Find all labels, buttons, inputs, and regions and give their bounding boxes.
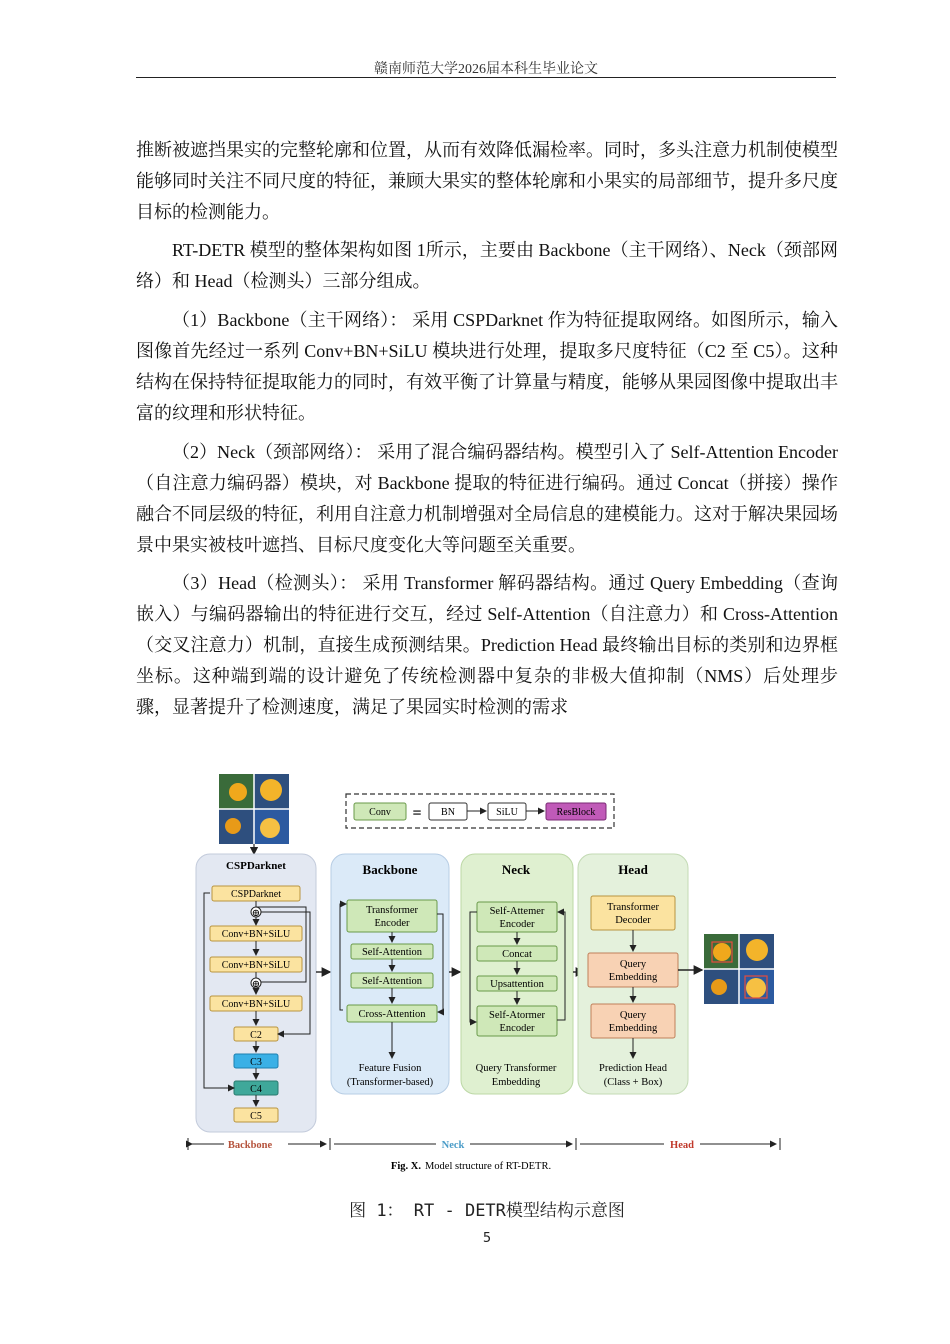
head-query-1b: Embedding bbox=[608, 972, 658, 983]
backbone-self-attention-1: Self-Attention bbox=[361, 947, 423, 958]
paragraph-4: （2）Neck（颈部网络）： 采用了混合编码器结构。模型引入了 Self-Attention Encoder（自注意力编码器）模块，对 Backbone 提取的特征进行编码。通过 Concat（拼接）操作融合不同层级的特征，利用自注意力机制增强对全局信息的建模能力。这对于解决果园场景中果实被枝叶遮挡、目标尺度变化大等问题至关重要。 bbox=[136, 442, 838, 555]
csp-add-2-icon: ⊕ bbox=[251, 979, 261, 990]
cspdarknet-title: CSPDarknet bbox=[226, 860, 286, 872]
backbone-caption-2: (Transformer-based) bbox=[346, 1077, 434, 1088]
backbone-caption-1: Feature Fusion bbox=[358, 1063, 422, 1074]
head-caption-1: Prediction Head bbox=[599, 1063, 667, 1074]
scale-head-label: Head bbox=[670, 1140, 694, 1151]
neck-upsattention: Upsattention bbox=[490, 979, 544, 990]
figure-inline-caption-bold: Fig. X. bbox=[390, 1161, 421, 1172]
csp-conv-1: Conv+BN+SiLU bbox=[221, 929, 291, 940]
head-title: Head bbox=[618, 862, 648, 877]
head-query-1a: Query bbox=[619, 959, 647, 970]
neck-encoder-top-1: Self-Attemer bbox=[489, 906, 545, 917]
backbone-cross-attention: Cross-Attention bbox=[358, 1009, 426, 1020]
head-decoder-1: Transformer bbox=[606, 902, 660, 913]
csp-c4: C4 bbox=[250, 1084, 262, 1095]
csp-c5: C5 bbox=[250, 1111, 262, 1122]
legend-equals: = bbox=[412, 805, 422, 822]
paragraph-5: （3）Head（检测头）： 采用 Transformer 解码器结构。通过 Query Embedding（查询嵌入）与编码器输出的特征进行交互，经过 Self-Attention（自注意力）和 Cross-Attention（交叉注意力）机制，直接生成预测结果。Prediction Head 最终输出目标的类别和边界框坐标。这种端到端的设计避免了传统检测器中复杂的非极大值抑制（NMS）后处理步骤，显著提升了检测速度，满足了果园实时检测的需求 bbox=[136, 573, 838, 717]
cspdarknet-block: CSPDarknet bbox=[231, 889, 281, 900]
neck-caption-2: Embedding bbox=[491, 1077, 541, 1088]
csp-conv-3: Conv+BN+SiLU bbox=[221, 999, 291, 1010]
neck-panel bbox=[461, 854, 573, 1094]
page-number: 5 bbox=[482, 1231, 492, 1246]
csp-add-1-icon: ⊕ bbox=[251, 908, 261, 919]
neck-encoder-bottom-2: Encoder bbox=[499, 1023, 535, 1034]
head-caption-2: (Class + Box) bbox=[603, 1077, 663, 1088]
backbone-encoder-label-2: Encoder bbox=[374, 918, 410, 929]
input-image-icon bbox=[219, 774, 289, 844]
figure-inline-caption-text: Model structure of RT-DETR. bbox=[424, 1161, 552, 1172]
rt-detr-architecture-figure bbox=[186, 762, 786, 1182]
paragraph-1: 推断被遮挡果实的完整轮廓和位置，从而有效降低漏检率。同时，多头注意力机制使模型能够同时关注不同尺度的特征，兼顾大果实的整体轮廓和小果实的局部细节，提升多尺度目标的检测能力。 bbox=[136, 140, 838, 222]
neck-title: Neck bbox=[501, 862, 531, 877]
legend bbox=[346, 794, 614, 828]
csp-c2: C2 bbox=[250, 1030, 262, 1041]
running-header: 赣南师范大学2026届本科生毕业论文 bbox=[374, 62, 598, 77]
paragraph-3: （1）Backbone（主干网络）： 采用 CSPDarknet 作为特征提取网络。如图所示，输入图像首先经过一系列 Conv+BN+SiLU 模块进行处理，提取多尺度特征（C2 至 C5）。这种结构在保持特征提取能力的同时，有效平衡了计算量与精度，能够从果园图像中提取出丰富的纹理和形状特征。 bbox=[136, 310, 838, 423]
backbone-title: Backbone bbox=[362, 862, 418, 877]
head-query-2b: Embedding bbox=[608, 1023, 658, 1034]
neck-concat: Concat bbox=[502, 949, 532, 960]
head-decoder-2: Decoder bbox=[615, 915, 651, 926]
legend-conv: Conv bbox=[369, 807, 391, 818]
scale-backbone-label: Backbone bbox=[227, 1140, 273, 1151]
legend-bn: BN bbox=[441, 807, 455, 818]
stage-scale-bar bbox=[188, 1138, 780, 1151]
head-query-2a: Query bbox=[619, 1010, 647, 1021]
csp-conv-2: Conv+BN+SiLU bbox=[221, 960, 291, 971]
backbone-encoder-label-1: Transformer bbox=[365, 905, 419, 916]
figure-caption: 图 1： RT - DETR模型结构示意图 bbox=[349, 1201, 625, 1221]
neck-encoder-bottom-1: Self-Atormer bbox=[489, 1010, 545, 1021]
header-rule bbox=[136, 77, 836, 78]
head-panel bbox=[578, 854, 688, 1094]
output-image-icon bbox=[704, 934, 774, 1004]
csp-c3: C3 bbox=[250, 1057, 262, 1068]
legend-silu: SiLU bbox=[496, 807, 518, 818]
neck-encoder-top-2: Encoder bbox=[499, 919, 535, 930]
backbone-panel bbox=[331, 854, 449, 1094]
cspdarknet-panel bbox=[196, 854, 316, 1132]
legend-resblock: ResBlock bbox=[556, 807, 596, 818]
backbone-self-attention-2: Self-Attention bbox=[361, 976, 423, 987]
scale-neck-label: Neck bbox=[441, 1140, 465, 1151]
paragraph-2: RT-DETR 模型的整体架构如图 1所示，主要由 Backbone（主干网络）、Neck（颈部网络）和 Head（检测头）三部分组成。 bbox=[136, 240, 838, 291]
neck-caption-1: Query Transformer bbox=[475, 1063, 557, 1074]
figure-inline-caption bbox=[391, 1161, 551, 1172]
